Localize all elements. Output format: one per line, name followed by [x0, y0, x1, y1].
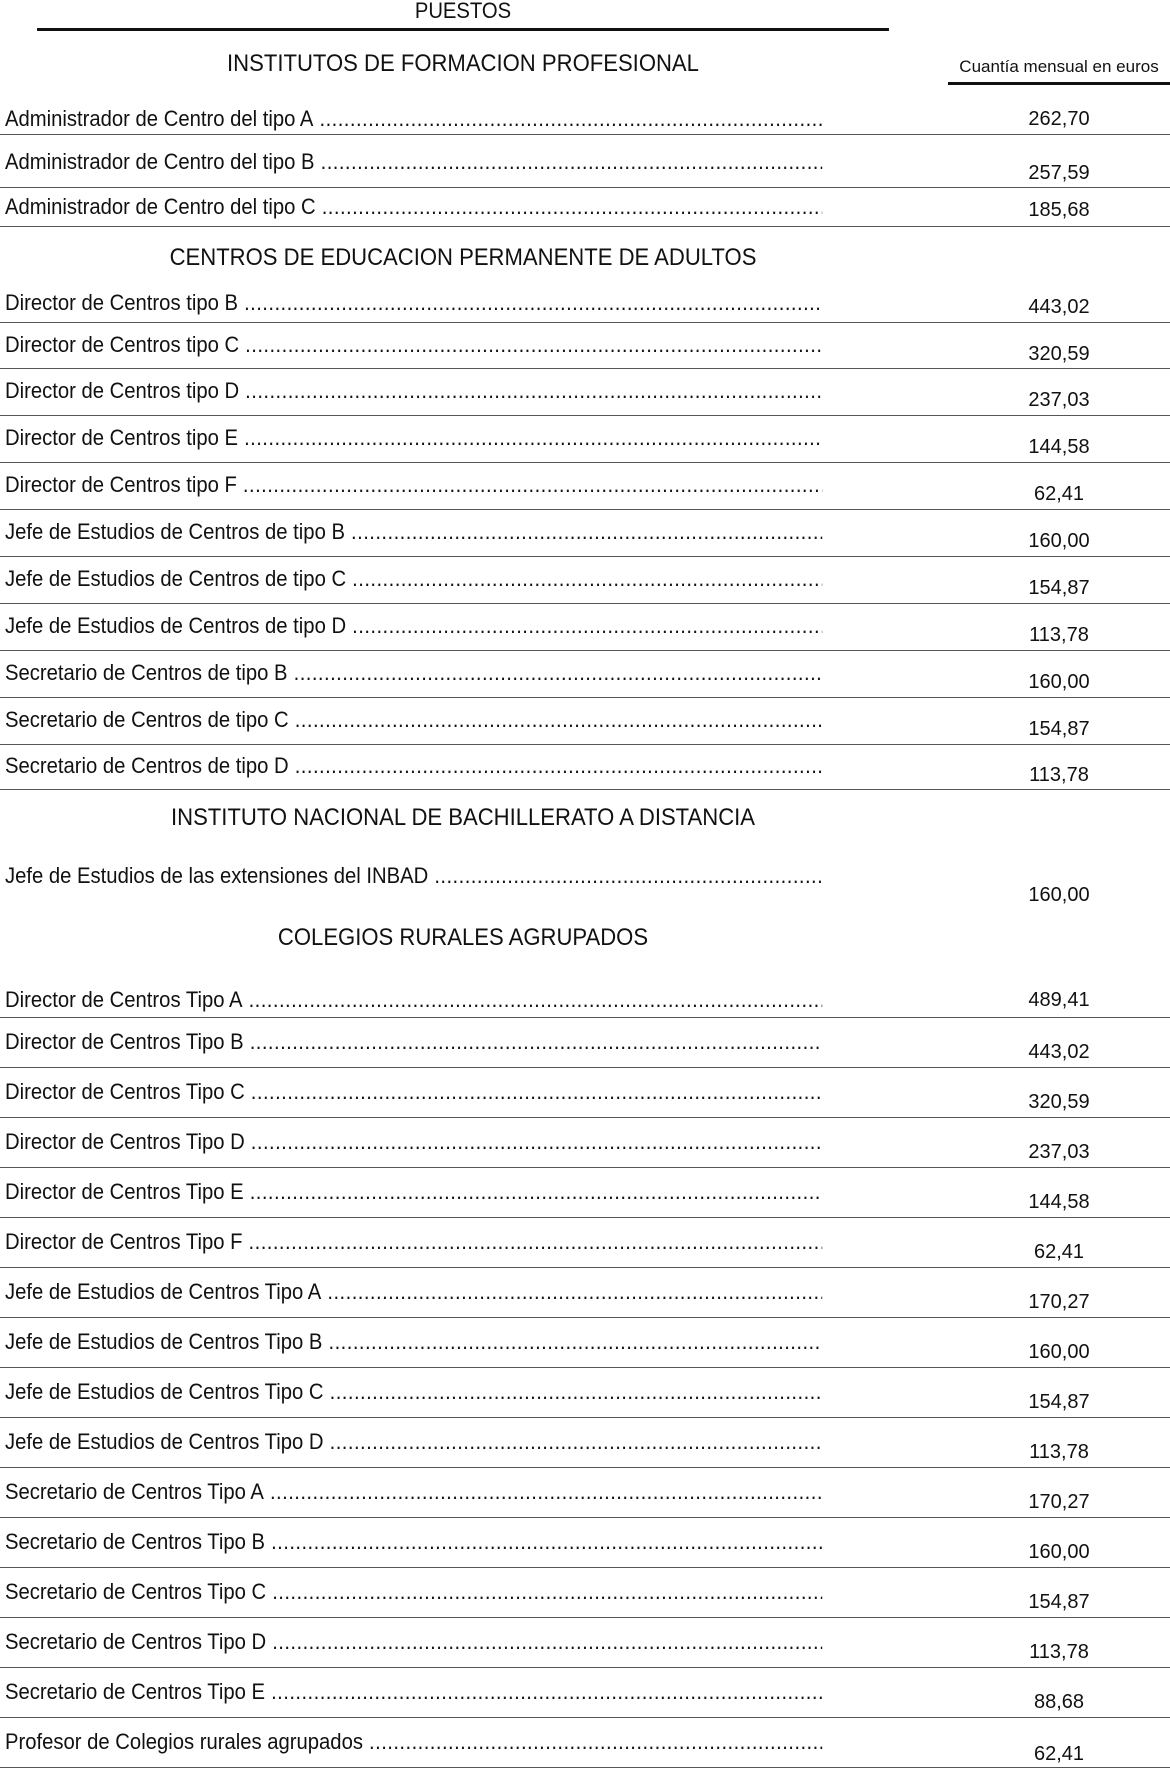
amount-column-header: Cuantía mensual en euros	[948, 52, 1170, 85]
row-amount: 160,00	[1028, 671, 1090, 693]
row-label: Secretario de Centros Tipo D .....	[5, 1627, 822, 1657]
table-row	[0, 416, 1170, 463]
row-label: Director de Centros tipo F .....	[5, 470, 822, 500]
table-row	[0, 604, 1170, 651]
row-label: Secretario de Centros Tipo A .....	[5, 1477, 822, 1507]
table-row	[0, 1468, 1170, 1518]
table-row	[0, 323, 1170, 369]
row-amount: 185,68	[1028, 199, 1090, 221]
row-amount: 160,00	[1028, 1341, 1090, 1363]
row-amount: 144,58	[1028, 436, 1090, 458]
table-row	[0, 1218, 1170, 1268]
row-label: Director de Centros Tipo F .....	[5, 1227, 822, 1257]
row-amount: 62,41	[1033, 483, 1085, 505]
row-label: Administrador de Centro del tipo A .....	[5, 104, 822, 134]
row-label: Director de Centros tipo E .....	[5, 423, 822, 453]
row-label: Secretario de Centros Tipo E .....	[5, 1677, 822, 1707]
table-row	[0, 510, 1170, 557]
table-row	[0, 1668, 1170, 1718]
row-amount: 154,87	[1028, 577, 1090, 599]
row-label: Jefe de Estudios de Centros Tipo C .....	[5, 1377, 822, 1407]
row-label: Director de Centros tipo B .....	[5, 288, 822, 318]
table-row	[0, 557, 1170, 604]
row-label: Director de Centros tipo C .....	[5, 330, 822, 360]
table-row	[0, 1718, 1170, 1768]
row-label: Administrador de Centro del tipo B .....	[5, 147, 822, 177]
row-label: Administrador de Centro del tipo C .....	[5, 192, 822, 222]
table-row	[0, 104, 1170, 135]
table-row	[0, 861, 1170, 907]
section-title-centros-epa: CENTROS DE EDUCACION PERMANENTE DE ADULTOS	[169, 244, 757, 271]
row-label: Secretario de Centros Tipo B .....	[5, 1527, 822, 1557]
row-amount: 154,87	[1028, 718, 1090, 740]
section-title-inbad: INSTITUTO NACIONAL DE BACHILLERATO A DISTANCIA	[170, 804, 756, 831]
row-label: Jefe de Estudios de Centros Tipo B .....	[5, 1327, 822, 1357]
row-amount: 160,00	[1028, 530, 1090, 552]
row-amount: 154,87	[1028, 1591, 1090, 1613]
table-row	[0, 651, 1170, 698]
table-row	[0, 288, 1170, 323]
row-label: Secretario de Centros Tipo C .....	[5, 1577, 822, 1607]
row-amount: 320,59	[1028, 343, 1090, 365]
table-row	[0, 1518, 1170, 1568]
table-row	[0, 1168, 1170, 1218]
row-amount: 88,68	[1033, 1691, 1085, 1713]
table-row	[0, 1368, 1170, 1418]
table-row	[0, 463, 1170, 510]
table-row	[0, 369, 1170, 416]
row-label: Jefe de Estudios de Centros de tipo C .....	[5, 564, 822, 594]
table-row	[0, 1118, 1170, 1168]
row-amount: 170,27	[1028, 1291, 1090, 1313]
row-label: Secretario de Centros de tipo B .....	[5, 658, 822, 688]
row-label: Jefe de Estudios de Centros de tipo D .....	[5, 611, 822, 641]
table-row	[0, 1318, 1170, 1368]
row-amount: 257,59	[1028, 162, 1090, 184]
row-amount: 113,78	[1029, 1441, 1089, 1463]
row-label: Jefe de Estudios de Centros Tipo D .....	[5, 1427, 822, 1457]
row-amount: 443,02	[1028, 1041, 1090, 1063]
row-amount: 113,78	[1029, 764, 1089, 786]
table-row	[0, 188, 1170, 227]
row-label: Profesor de Colegios rurales agrupados .....	[5, 1727, 822, 1757]
row-amount: 144,58	[1028, 1191, 1090, 1213]
row-label: Secretario de Centros de tipo D .....	[5, 751, 822, 781]
row-label: Jefe de Estudios de Centros de tipo B .....	[5, 517, 822, 547]
table-row	[0, 985, 1170, 1018]
row-amount: 237,03	[1028, 389, 1090, 411]
table-row	[0, 745, 1170, 790]
row-label: Secretario de Centros de tipo C .....	[5, 705, 822, 735]
row-label: Jefe de Estudios de las extensiones del INBAD .....	[5, 861, 822, 891]
table-row	[0, 698, 1170, 745]
row-label: Director de Centros Tipo E .....	[5, 1177, 822, 1207]
table-row	[0, 1268, 1170, 1318]
row-label: Director de Centros Tipo D .....	[5, 1127, 822, 1157]
row-amount: 160,00	[1028, 884, 1090, 906]
row-amount: 160,00	[1028, 1541, 1090, 1563]
row-label: Director de Centros Tipo A .....	[5, 985, 822, 1015]
row-amount: 154,87	[1028, 1391, 1090, 1413]
row-amount: 170,27	[1028, 1491, 1090, 1513]
section-title-institutos-fp: INSTITUTOS DE FORMACION PROFESIONAL	[227, 50, 699, 77]
table-row	[0, 1568, 1170, 1618]
row-label: Director de Centros Tipo B .....	[5, 1027, 822, 1057]
table-row	[0, 135, 1170, 188]
row-label: Director de Centros Tipo C .....	[5, 1077, 822, 1107]
table-row	[0, 1068, 1170, 1118]
row-amount: 62,41	[1033, 1241, 1085, 1263]
row-label: Director de Centros tipo D .....	[5, 376, 822, 406]
row-label: Jefe de Estudios de Centros Tipo A .....	[5, 1277, 822, 1307]
table-row	[0, 1018, 1170, 1068]
row-amount: 320,59	[1028, 1091, 1090, 1113]
puestos-heading: PUESTOS	[37, 0, 889, 31]
row-amount: 443,02	[1028, 296, 1090, 318]
table-row	[0, 1618, 1170, 1668]
section-title-cra: COLEGIOS RURALES AGRUPADOS	[277, 924, 649, 951]
row-amount: 113,78	[1029, 1641, 1089, 1663]
row-amount: 62,41	[1033, 1743, 1085, 1765]
row-amount: 113,78	[1029, 624, 1089, 646]
row-amount: 262,70	[1028, 108, 1090, 130]
table-row	[0, 1418, 1170, 1468]
row-amount: 489,41	[1028, 989, 1090, 1011]
row-amount: 237,03	[1028, 1141, 1090, 1163]
